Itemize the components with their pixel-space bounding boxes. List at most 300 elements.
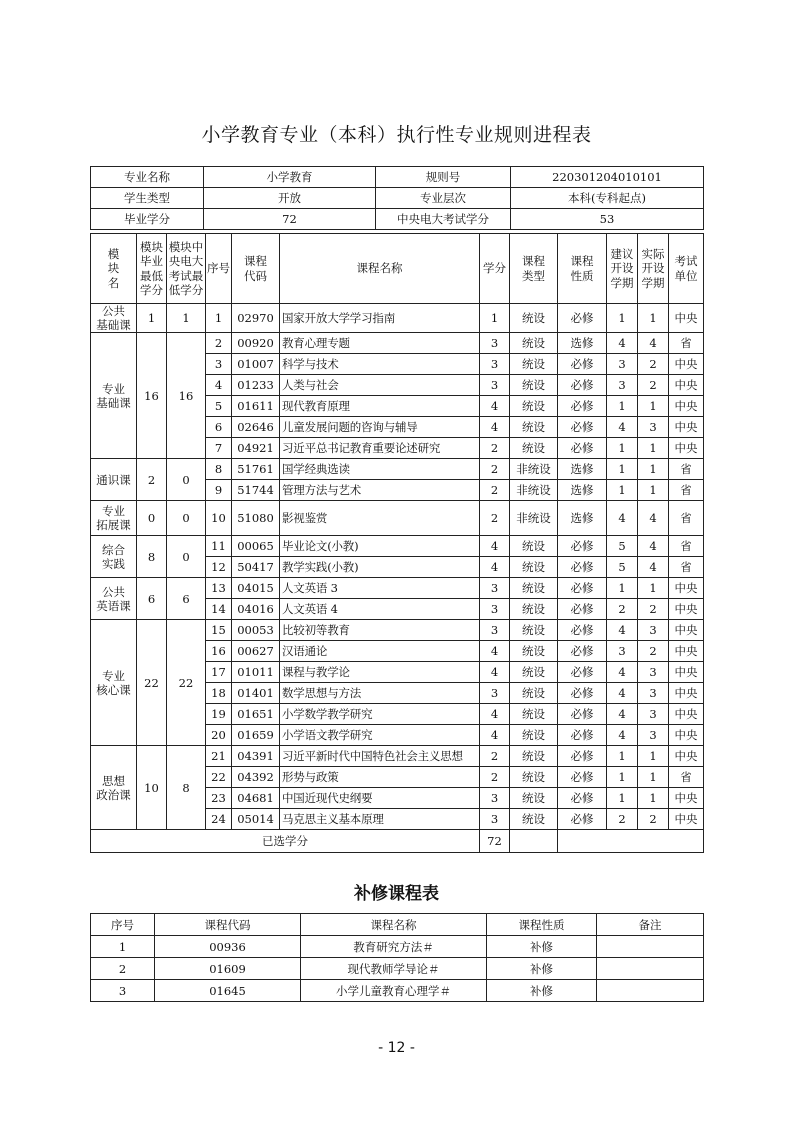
module-name: 专业 核心课 (91, 620, 137, 746)
course-unit: 省 (669, 459, 704, 480)
course-credit: 4 (480, 557, 510, 578)
course-seq: 1 (206, 304, 232, 333)
supp-code: 01645 (155, 980, 301, 1002)
module-name: 通识课 (91, 459, 137, 501)
course-name: 人类与社会 (280, 375, 480, 396)
course-name: 习近平总书记教育重要论述研究 (280, 438, 480, 459)
course-nature: 必修 (558, 788, 607, 809)
course-seq: 16 (206, 641, 232, 662)
course-name: 比较初等教育 (280, 620, 480, 641)
rule-number-label: 规则号 (376, 167, 511, 188)
supp-note (597, 936, 704, 958)
supplementary-title: 补修课程表 (354, 884, 439, 904)
course-credit: 4 (480, 725, 510, 746)
course-name: 汉语通论 (280, 641, 480, 662)
course-type: 非统设 (510, 480, 558, 501)
course-type: 统设 (510, 438, 558, 459)
info-row (91, 209, 704, 230)
course-type: 统设 (510, 333, 558, 354)
graduation-credit-value: 72 (204, 209, 376, 230)
course-credit: 4 (480, 536, 510, 557)
course-seq: 5 (206, 396, 232, 417)
course-actual: 3 (638, 620, 669, 641)
course-suggested: 4 (607, 620, 638, 641)
course-credit: 4 (480, 662, 510, 683)
table-header-row (91, 234, 704, 304)
course-unit: 省 (669, 333, 704, 354)
course-suggested: 4 (607, 683, 638, 704)
course-actual: 1 (638, 459, 669, 480)
course-credit: 3 (480, 599, 510, 620)
course-suggested: 1 (607, 459, 638, 480)
course-seq: 4 (206, 375, 232, 396)
course-type: 统设 (510, 641, 558, 662)
course-suggested: 4 (607, 417, 638, 438)
course-suggested: 3 (607, 354, 638, 375)
course-name: 小学数学教学研究 (280, 704, 480, 725)
course-type: 统设 (510, 809, 558, 830)
course-nature: 必修 (558, 767, 607, 788)
course-code: 00920 (232, 333, 280, 354)
course-nature: 选修 (558, 333, 607, 354)
course-seq: 13 (206, 578, 232, 599)
course-seq: 24 (206, 809, 232, 830)
module-central-min-credit: 0 (167, 536, 206, 578)
course-name: 马克思主义基本原理 (280, 809, 480, 830)
course-suggested: 1 (607, 746, 638, 767)
header-type-text: 课程 类型 (522, 254, 545, 283)
course-name: 科学与技术 (280, 354, 480, 375)
course-actual: 1 (638, 396, 669, 417)
course-unit: 中央 (669, 683, 704, 704)
course-suggested: 1 (607, 578, 638, 599)
course-actual: 3 (638, 683, 669, 704)
course-code: 51080 (232, 501, 280, 536)
course-actual: 4 (638, 536, 669, 557)
course-type: 统设 (510, 746, 558, 767)
supp-name: 小学儿童教育心理学＃ (301, 980, 487, 1002)
supp-header-row (91, 914, 704, 936)
course-unit: 省 (669, 480, 704, 501)
course-type: 统设 (510, 304, 558, 333)
module-central-min-credit: 22 (167, 620, 206, 746)
level-label: 专业层次 (376, 188, 511, 209)
course-type: 统设 (510, 578, 558, 599)
supp-name: 教育研究方法＃ (301, 936, 487, 958)
info-row (91, 167, 704, 188)
course-code: 50417 (232, 557, 280, 578)
course-name: 习近平新时代中国特色社会主义思想 (280, 746, 480, 767)
course-credit: 1 (480, 304, 510, 333)
course-seq: 19 (206, 704, 232, 725)
module-name: 公共 基础课 (91, 304, 137, 333)
course-unit: 中央 (669, 809, 704, 830)
course-credit: 4 (480, 704, 510, 725)
supp-name: 现代教师学导论＃ (301, 958, 487, 980)
course-seq: 12 (206, 557, 232, 578)
course-code: 04392 (232, 767, 280, 788)
header-exam-unit-text: 考试 单位 (674, 254, 698, 283)
course-nature: 选修 (558, 480, 607, 501)
supplementary-course-table (90, 913, 704, 1002)
supp-header-nature: 课程性质 (487, 914, 597, 936)
course-actual: 2 (638, 599, 669, 620)
course-actual: 1 (638, 578, 669, 599)
course-code: 02970 (232, 304, 280, 333)
module-central-min-credit: 16 (167, 333, 206, 459)
course-unit: 中央 (669, 438, 704, 459)
header-module-text: 模 块 名 (107, 246, 120, 290)
course-suggested: 1 (607, 767, 638, 788)
course-name: 儿童发展问题的咨询与辅导 (280, 417, 480, 438)
module-min-credit: 10 (137, 746, 167, 830)
course-name: 数学思想与方法 (280, 683, 480, 704)
selected-credits-label: 已选学分 (91, 830, 480, 853)
module-central-min-credit: 6 (167, 578, 206, 620)
table-row (91, 304, 704, 333)
course-code: 04391 (232, 746, 280, 767)
course-actual: 1 (638, 438, 669, 459)
course-unit: 中央 (669, 396, 704, 417)
supp-seq: 1 (91, 936, 155, 958)
course-seq: 23 (206, 788, 232, 809)
course-suggested: 1 (607, 480, 638, 501)
course-unit: 中央 (669, 725, 704, 746)
module-name: 综合 实践 (91, 536, 137, 578)
course-actual: 1 (638, 788, 669, 809)
course-code: 02646 (232, 417, 280, 438)
course-credit: 3 (480, 578, 510, 599)
course-unit: 省 (669, 536, 704, 557)
course-actual: 3 (638, 704, 669, 725)
course-code: 01233 (232, 375, 280, 396)
course-suggested: 4 (607, 704, 638, 725)
course-suggested: 3 (607, 641, 638, 662)
course-code: 04016 (232, 599, 280, 620)
course-seq: 17 (206, 662, 232, 683)
course-code: 01611 (232, 396, 280, 417)
table-row (91, 333, 704, 354)
header-code (232, 234, 280, 304)
supp-note (597, 958, 704, 980)
table-row (91, 501, 704, 536)
central-exam-credit-value: 53 (511, 209, 704, 230)
course-nature: 必修 (558, 725, 607, 746)
total-blank-cell (558, 830, 704, 853)
supp-nature: 补修 (487, 958, 597, 980)
course-nature: 必修 (558, 304, 607, 333)
course-name: 现代教育原理 (280, 396, 480, 417)
course-type: 统设 (510, 599, 558, 620)
course-seq: 2 (206, 333, 232, 354)
course-nature: 必修 (558, 578, 607, 599)
course-code: 00065 (232, 536, 280, 557)
header-code-text: 课程 代码 (244, 254, 267, 283)
course-suggested: 4 (607, 725, 638, 746)
table-row (91, 620, 704, 641)
course-type: 统设 (510, 662, 558, 683)
course-credit: 4 (480, 641, 510, 662)
course-type: 统设 (510, 396, 558, 417)
course-code: 01659 (232, 725, 280, 746)
course-credit: 2 (480, 480, 510, 501)
course-unit: 中央 (669, 599, 704, 620)
student-type-value: 开放 (204, 188, 376, 209)
course-credit: 2 (480, 767, 510, 788)
course-nature: 选修 (558, 459, 607, 480)
course-credit: 4 (480, 396, 510, 417)
course-nature: 必修 (558, 662, 607, 683)
module-name: 公共 英语课 (91, 578, 137, 620)
course-credit: 3 (480, 375, 510, 396)
course-unit: 中央 (669, 746, 704, 767)
header-suggested-term (607, 234, 638, 304)
course-credit: 3 (480, 809, 510, 830)
course-name: 教育心理专题 (280, 333, 480, 354)
course-type: 统设 (510, 767, 558, 788)
course-actual: 1 (638, 304, 669, 333)
course-type: 统设 (510, 354, 558, 375)
course-name: 小学语文教学研究 (280, 725, 480, 746)
course-code: 00627 (232, 641, 280, 662)
course-nature: 必修 (558, 746, 607, 767)
course-nature: 必修 (558, 683, 607, 704)
course-code: 51744 (232, 480, 280, 501)
course-actual: 2 (638, 375, 669, 396)
course-suggested: 4 (607, 501, 638, 536)
header-course-name: 课程名称 (280, 234, 480, 304)
module-min-credit: 16 (137, 333, 167, 459)
module-name: 思想 政治课 (91, 746, 137, 830)
central-exam-credit-label: 中央电大考试学分 (376, 209, 511, 230)
course-actual: 1 (638, 746, 669, 767)
table-row (91, 578, 704, 599)
course-credit: 2 (480, 438, 510, 459)
major-name-label: 专业名称 (91, 167, 204, 188)
course-suggested: 1 (607, 304, 638, 333)
course-actual: 2 (638, 809, 669, 830)
course-type: 统设 (510, 417, 558, 438)
module-central-min-credit: 1 (167, 304, 206, 333)
header-seq: 序号 (206, 234, 232, 304)
course-credit: 3 (480, 683, 510, 704)
course-seq: 20 (206, 725, 232, 746)
supp-header-seq: 序号 (91, 914, 155, 936)
course-code: 04015 (232, 578, 280, 599)
course-name: 国家开放大学学习指南 (280, 304, 480, 333)
module-min-credit: 0 (137, 501, 167, 536)
course-suggested: 5 (607, 536, 638, 557)
course-unit: 省 (669, 767, 704, 788)
course-credit: 2 (480, 459, 510, 480)
course-type: 统设 (510, 536, 558, 557)
course-nature: 必修 (558, 438, 607, 459)
course-name: 影视鉴赏 (280, 501, 480, 536)
module-min-credit: 6 (137, 578, 167, 620)
supp-code: 00936 (155, 936, 301, 958)
course-code: 01007 (232, 354, 280, 375)
selected-credits-value: 72 (480, 830, 510, 853)
course-suggested: 4 (607, 333, 638, 354)
course-type: 统设 (510, 725, 558, 746)
header-exam-unit (669, 234, 704, 304)
course-name: 毕业论文(小教) (280, 536, 480, 557)
course-nature: 必修 (558, 536, 607, 557)
table-row (91, 459, 704, 480)
table-row (91, 980, 704, 1002)
header-central-min-credit-text: 模块中 央电大 考试最 低学分 (168, 239, 204, 297)
course-nature: 必修 (558, 620, 607, 641)
course-credit: 3 (480, 788, 510, 809)
header-min-credit-text: 模块 毕业 最低 学分 (140, 239, 163, 297)
course-nature: 必修 (558, 557, 607, 578)
course-type: 统设 (510, 683, 558, 704)
course-actual: 3 (638, 417, 669, 438)
course-seq: 22 (206, 767, 232, 788)
course-unit: 中央 (669, 662, 704, 683)
module-min-credit: 22 (137, 620, 167, 746)
course-name: 管理方法与艺术 (280, 480, 480, 501)
course-actual: 1 (638, 480, 669, 501)
course-nature: 必修 (558, 809, 607, 830)
rule-number-value: 220301204010101 (511, 167, 704, 188)
course-unit: 中央 (669, 578, 704, 599)
course-type: 统设 (510, 375, 558, 396)
course-name: 教学实践(小教) (280, 557, 480, 578)
course-code: 05014 (232, 809, 280, 830)
course-unit: 中央 (669, 641, 704, 662)
supp-nature: 补修 (487, 980, 597, 1002)
course-code: 04681 (232, 788, 280, 809)
graduation-credit-label: 毕业学分 (91, 209, 204, 230)
total-row (91, 830, 704, 853)
course-nature: 必修 (558, 396, 607, 417)
level-value: 本科(专科起点) (511, 188, 704, 209)
course-type: 非统设 (510, 501, 558, 536)
course-suggested: 1 (607, 788, 638, 809)
course-name: 人文英语 3 (280, 578, 480, 599)
header-actual-term-text: 实际 开设 学期 (641, 246, 665, 290)
course-credit: 2 (480, 501, 510, 536)
header-nature-text: 课程 性质 (570, 254, 594, 283)
table-row (91, 746, 704, 767)
course-suggested: 5 (607, 557, 638, 578)
course-name: 课程与教学论 (280, 662, 480, 683)
course-nature: 必修 (558, 354, 607, 375)
supp-seq: 3 (91, 980, 155, 1002)
module-name: 专业 拓展课 (91, 501, 137, 536)
module-min-credit: 2 (137, 459, 167, 501)
module-name: 专业 基础课 (91, 333, 137, 459)
course-unit: 省 (669, 501, 704, 536)
major-name-value: 小学教育 (204, 167, 376, 188)
header-module (91, 234, 137, 304)
course-suggested: 1 (607, 438, 638, 459)
page-number: - 12 - (378, 1040, 415, 1056)
course-seq: 8 (206, 459, 232, 480)
course-seq: 14 (206, 599, 232, 620)
course-code: 01011 (232, 662, 280, 683)
course-name: 中国近现代史纲要 (280, 788, 480, 809)
course-actual: 3 (638, 662, 669, 683)
course-actual: 1 (638, 767, 669, 788)
course-seq: 15 (206, 620, 232, 641)
course-unit: 中央 (669, 704, 704, 725)
course-seq: 18 (206, 683, 232, 704)
header-credit: 学分 (480, 234, 510, 304)
course-unit: 中央 (669, 304, 704, 333)
header-central-min-credit (167, 234, 206, 304)
header-min-credit (137, 234, 167, 304)
course-nature: 选修 (558, 501, 607, 536)
supp-code: 01609 (155, 958, 301, 980)
course-code: 00053 (232, 620, 280, 641)
course-actual: 4 (638, 557, 669, 578)
course-actual: 3 (638, 725, 669, 746)
module-central-min-credit: 8 (167, 746, 206, 830)
course-seq: 21 (206, 746, 232, 767)
course-seq: 3 (206, 354, 232, 375)
course-seq: 9 (206, 480, 232, 501)
course-seq: 6 (206, 417, 232, 438)
course-name: 形势与政策 (280, 767, 480, 788)
course-suggested: 4 (607, 662, 638, 683)
total-blank-cell (510, 830, 558, 853)
supp-seq: 2 (91, 958, 155, 980)
course-code: 04921 (232, 438, 280, 459)
info-row (91, 188, 704, 209)
course-unit: 中央 (669, 417, 704, 438)
header-nature (558, 234, 607, 304)
supp-note (597, 980, 704, 1002)
course-seq: 11 (206, 536, 232, 557)
course-type: 统设 (510, 557, 558, 578)
course-actual: 2 (638, 641, 669, 662)
page-title: 小学教育专业（本科）执行性专业规则进程表 (201, 124, 592, 146)
course-type: 统设 (510, 704, 558, 725)
supp-header-code: 课程代码 (155, 914, 301, 936)
course-unit: 中央 (669, 375, 704, 396)
module-central-min-credit: 0 (167, 501, 206, 536)
course-type: 统设 (510, 620, 558, 641)
course-unit: 省 (669, 557, 704, 578)
course-suggested: 2 (607, 809, 638, 830)
course-nature: 必修 (558, 704, 607, 725)
course-credit: 3 (480, 333, 510, 354)
course-suggested: 1 (607, 396, 638, 417)
course-unit: 中央 (669, 354, 704, 375)
course-credit: 4 (480, 417, 510, 438)
course-code: 51761 (232, 459, 280, 480)
major-info-table (90, 166, 704, 230)
course-name: 人文英语 4 (280, 599, 480, 620)
supp-header-name: 课程名称 (301, 914, 487, 936)
course-plan-table (90, 233, 704, 853)
course-nature: 必修 (558, 641, 607, 662)
course-nature: 必修 (558, 599, 607, 620)
course-nature: 必修 (558, 375, 607, 396)
module-central-min-credit: 0 (167, 459, 206, 501)
table-row (91, 936, 704, 958)
course-actual: 2 (638, 354, 669, 375)
course-code: 01401 (232, 683, 280, 704)
course-credit: 3 (480, 620, 510, 641)
course-unit: 中央 (669, 788, 704, 809)
course-credit: 2 (480, 746, 510, 767)
header-type (510, 234, 558, 304)
header-suggested-term-text: 建议 开设 学期 (610, 246, 634, 290)
supp-header-note: 备注 (597, 914, 704, 936)
